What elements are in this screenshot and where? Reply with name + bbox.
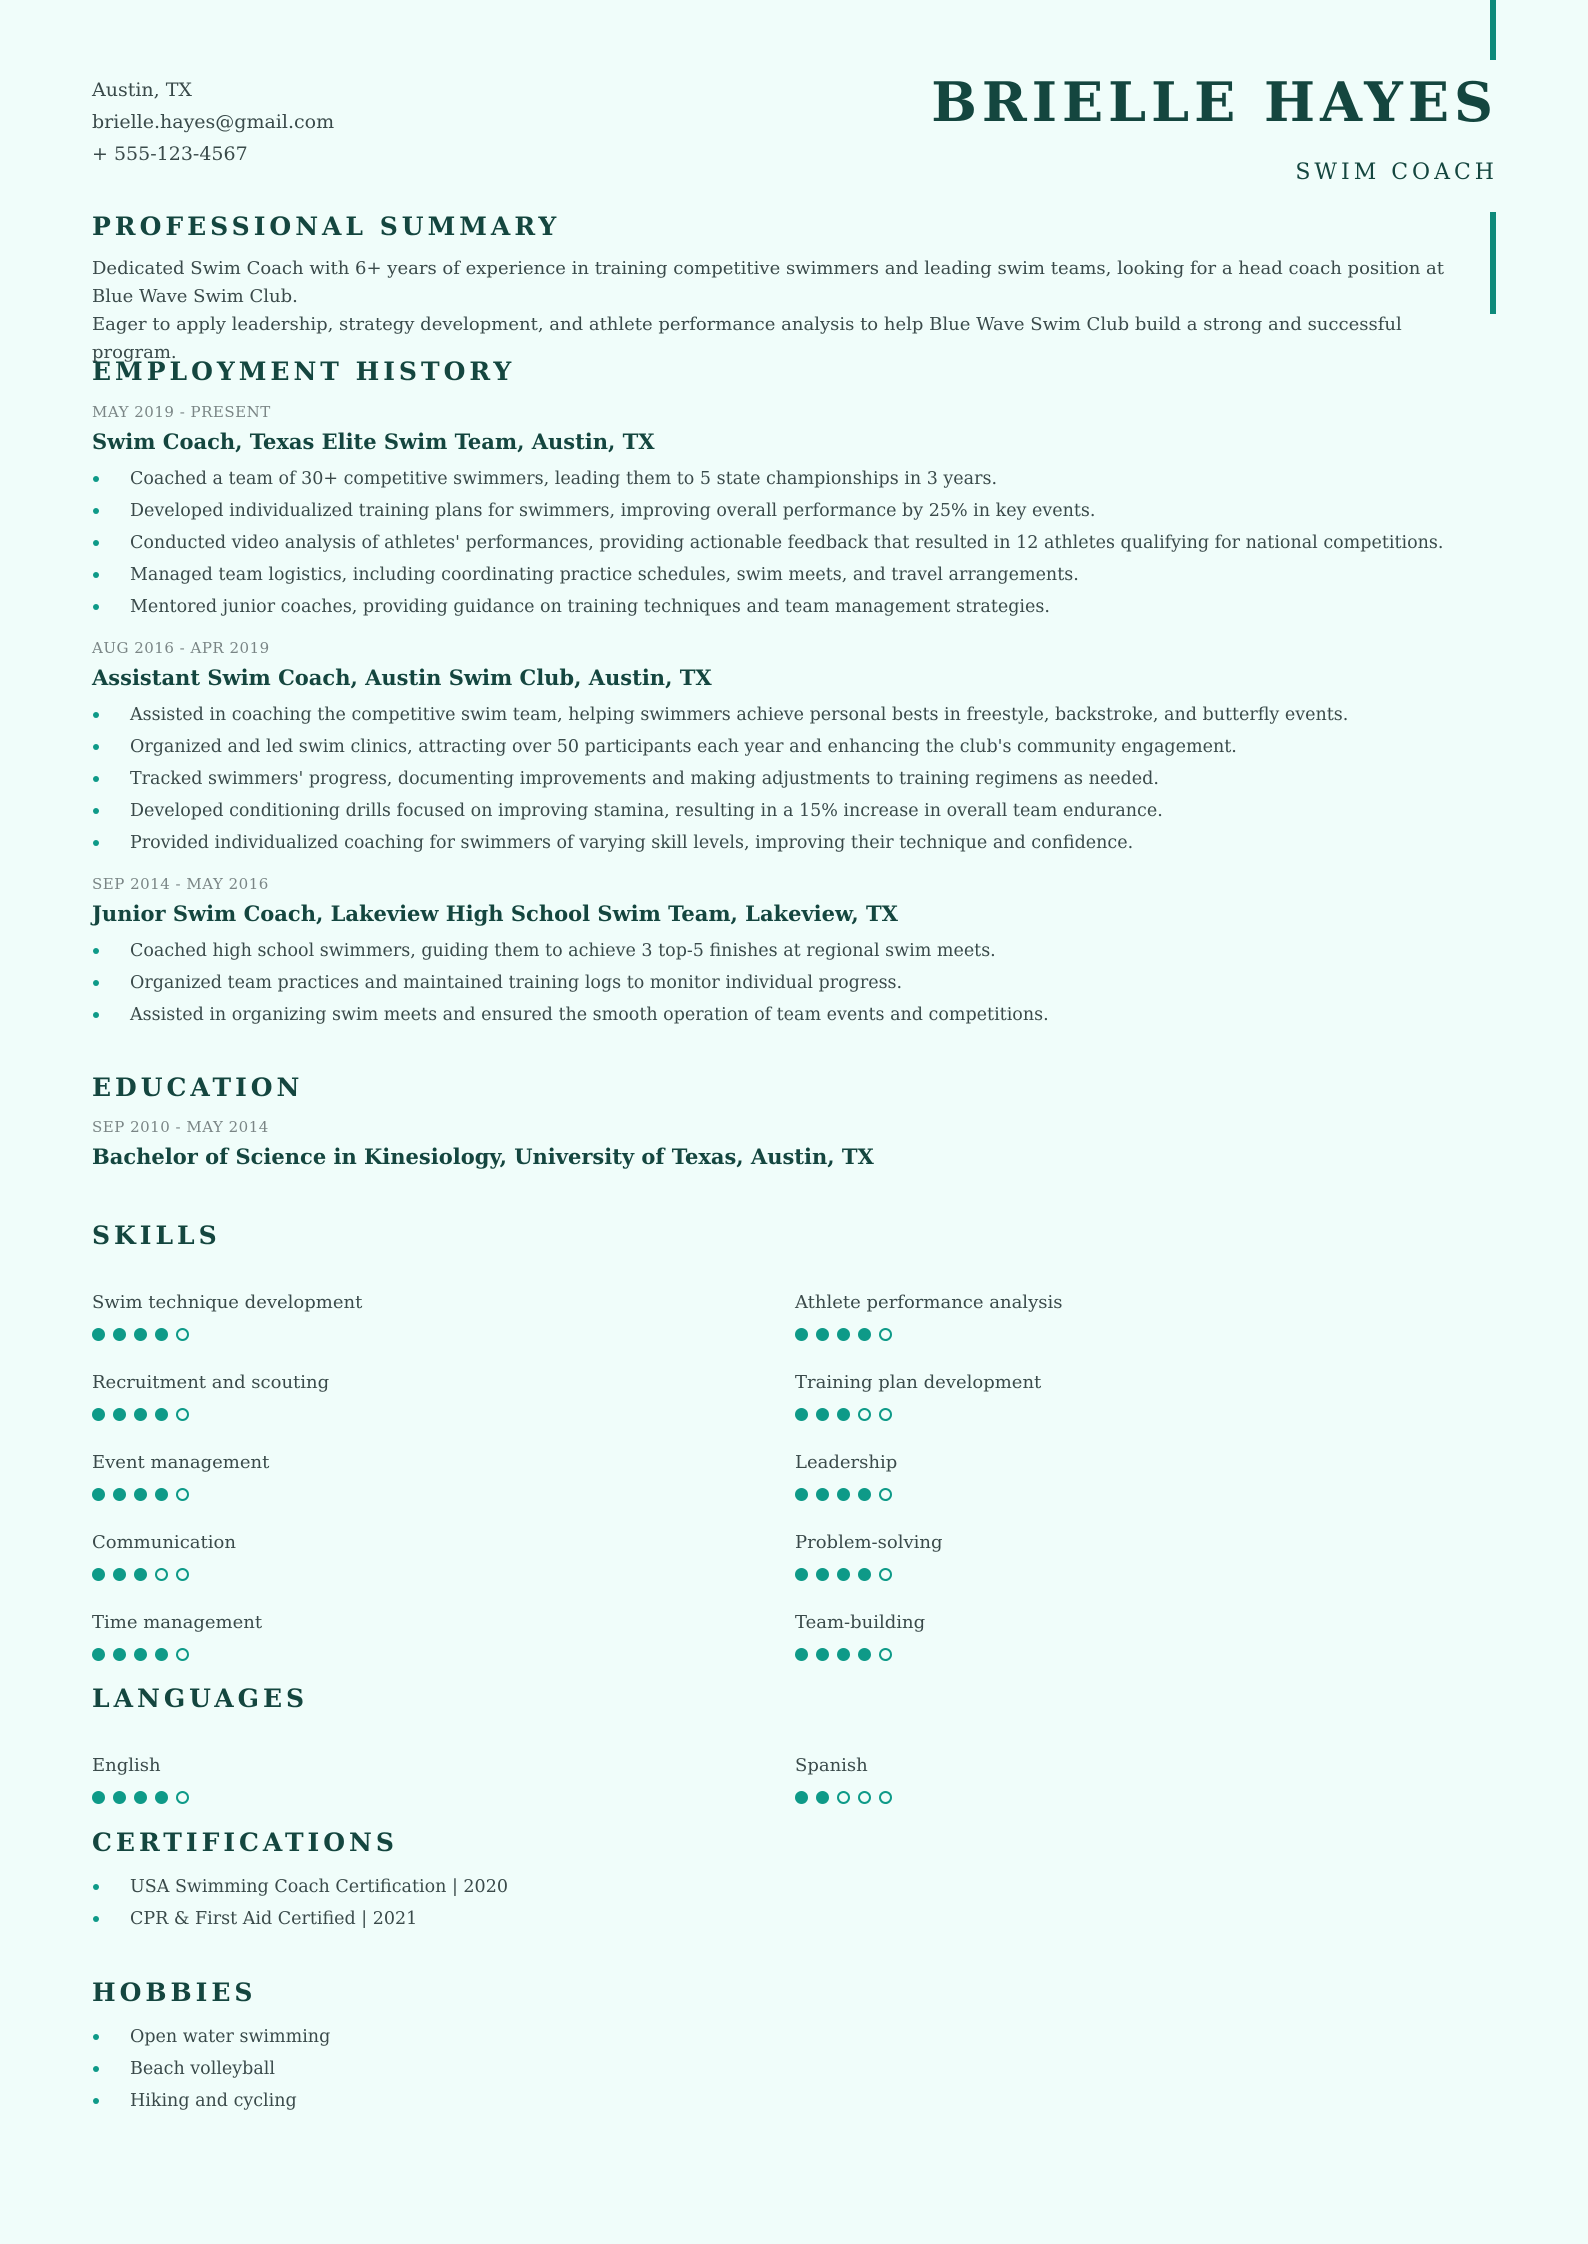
rating-dot-filled	[155, 1648, 168, 1661]
skill-name: Training plan development	[795, 1372, 1042, 1393]
rating-dot-filled	[134, 1648, 147, 1661]
rating-dot-filled	[92, 1568, 105, 1581]
job-title: Junior Swim Coach, Lakeview High School Swim Team, Lakeview, TX	[92, 901, 898, 926]
languages-section	[92, 1684, 1498, 1776]
skill-rating	[795, 1488, 1395, 1501]
job-date: AUG 2016 - APR 2019	[92, 639, 270, 657]
language-name: English	[92, 1755, 161, 1776]
rating-dot-filled	[92, 1648, 105, 1661]
skill-name: Team-building	[795, 1612, 926, 1633]
rating-dot-filled	[113, 1408, 126, 1421]
hobbies-heading: HOBBIES	[92, 1978, 257, 2007]
skill-item	[92, 1612, 692, 1661]
candidate-role: SWIM COACH	[1295, 160, 1498, 185]
rating-dot-filled	[92, 1408, 105, 1421]
skill-rating	[92, 1648, 692, 1661]
education-date: SEP 2010 - MAY 2014	[92, 1118, 269, 1136]
rating-dot-filled	[92, 1328, 105, 1341]
skill-name: Problem-solving	[795, 1532, 943, 1553]
skill-item	[92, 1532, 692, 1581]
skill-rating	[92, 1568, 692, 1581]
list-item: Developed conditioning drills focused on improving stamina, resulting in a 15% increase in overall team endurance.	[92, 795, 1348, 827]
list-item: Open water swimming	[92, 2021, 1498, 2053]
summary-line: Eager to apply leadership, strategy development, and athlete performance analysis to help Blue Wave Swim Club build a strong and successful program.	[92, 314, 1402, 363]
rating-dot-filled	[858, 1488, 871, 1501]
summary-line: Dedicated Swim Coach with 6+ years of experience in training competitive swimmers and leading swim teams, looking for a head coach position at Blue Wave Swim Club.	[92, 258, 1445, 307]
rating-dot-filled	[816, 1408, 829, 1421]
list-item: Mentored junior coaches, providing guidance on training techniques and team management strategies.	[92, 591, 1443, 623]
list-item: Organized team practices and maintained training logs to monitor individual progress.	[92, 967, 1049, 999]
job-date: SEP 2014 - MAY 2016	[92, 875, 269, 893]
list-item: Managed team logistics, including coordinating practice schedules, swim meets, and travel arrangements.	[92, 559, 1443, 591]
rating-dot-filled	[113, 1568, 126, 1581]
education-heading: EDUCATION	[92, 1073, 304, 1102]
rating-dot-filled	[837, 1488, 850, 1501]
list-item: Assisted in coaching the competitive swim team, helping swimmers achieve personal bests in freestyle, backstroke, and butterfly events.	[92, 699, 1348, 731]
rating-dot-filled	[134, 1408, 147, 1421]
job-entry	[92, 403, 1443, 623]
skill-name: Leadership	[795, 1452, 898, 1473]
skill-rating	[795, 1568, 1395, 1581]
certifications-section	[92, 1828, 1498, 1935]
language-rating	[92, 1791, 692, 1804]
rating-dot-filled	[837, 1568, 850, 1581]
list-item: Developed individualized training plans for swimmers, improving overall performance by 25% in key events.	[92, 495, 1443, 527]
rating-dot-filled	[816, 1488, 829, 1501]
rating-dot-empty	[176, 1488, 189, 1501]
rating-dot-empty	[879, 1488, 892, 1501]
rating-dot-filled	[92, 1488, 105, 1501]
skill-item	[92, 1452, 692, 1501]
languages-heading: LANGUAGES	[92, 1684, 309, 1713]
rating-dot-filled	[134, 1791, 147, 1804]
rating-dot-empty	[858, 1408, 871, 1421]
rating-dot-filled	[858, 1648, 871, 1661]
language-name: Spanish	[795, 1755, 868, 1776]
list-item: CPR & First Aid Certified | 2021	[92, 1903, 1498, 1935]
job-entry	[92, 875, 1049, 1031]
skill-item	[795, 1372, 1395, 1421]
rating-dot-filled	[92, 1791, 105, 1804]
list-item: Coached a team of 30+ competitive swimmers, leading them to 5 state championships in 3 years.	[92, 463, 1443, 495]
list-item: Assisted in organizing swim meets and ensured the smooth operation of team events and competitions.	[92, 999, 1049, 1031]
rating-dot-filled	[858, 1328, 871, 1341]
list-item: Organized and led swim clinics, attracting over 50 participants each year and enhancing the club's community engagement.	[92, 731, 1348, 763]
skill-name: Event management	[92, 1452, 270, 1473]
rating-dot-empty	[176, 1648, 189, 1661]
rating-dot-empty	[176, 1328, 189, 1341]
job-entry	[92, 639, 1348, 859]
rating-dot-empty	[879, 1791, 892, 1804]
skill-item	[795, 1532, 1395, 1581]
rating-dot-filled	[837, 1408, 850, 1421]
skill-item	[92, 1372, 692, 1421]
rating-dot-filled	[113, 1328, 126, 1341]
rating-dot-filled	[816, 1648, 829, 1661]
skill-rating	[795, 1408, 1395, 1421]
rating-dot-empty	[837, 1791, 850, 1804]
skill-item	[795, 1452, 1395, 1501]
skill-name: Swim technique development	[92, 1292, 363, 1313]
skill-name: Recruitment and scouting	[92, 1372, 330, 1393]
list-item: Conducted video analysis of athletes' performances, providing actionable feedback that resulted in 12 athletes qualifying for national competitions.	[92, 527, 1443, 559]
skill-name: Time management	[92, 1612, 263, 1633]
skill-rating	[92, 1328, 692, 1341]
rating-dot-filled	[113, 1488, 126, 1501]
language-item	[92, 1755, 692, 1804]
language-rating	[795, 1791, 1395, 1804]
rating-dot-filled	[816, 1791, 829, 1804]
hobbies-section	[92, 1978, 1498, 2117]
rating-dot-filled	[134, 1328, 147, 1341]
rating-dot-filled	[155, 1328, 168, 1341]
hobbies-list	[92, 2021, 1498, 2117]
rating-dot-empty	[879, 1408, 892, 1421]
rating-dot-empty	[879, 1328, 892, 1341]
language-item	[795, 1755, 1395, 1804]
contact-email[interactable]: brielle.hayes@gmail.com	[92, 111, 335, 133]
skill-name: Communication	[92, 1532, 236, 1553]
summary-text	[92, 255, 1452, 367]
contact-info	[92, 74, 334, 170]
contact-phone[interactable]: + 555-123-4567	[92, 143, 248, 165]
resume-page	[92, 0, 1498, 2111]
skill-rating	[92, 1408, 692, 1421]
employment-section	[92, 357, 1498, 1025]
rating-dot-filled	[795, 1408, 808, 1421]
summary-section	[92, 212, 1498, 367]
rating-dot-filled	[155, 1791, 168, 1804]
rating-dot-empty	[176, 1408, 189, 1421]
certifications-list	[92, 1871, 1498, 1935]
rating-dot-filled	[795, 1568, 808, 1581]
rating-dot-filled	[816, 1568, 829, 1581]
rating-dot-filled	[155, 1488, 168, 1501]
contact-location: Austin, TX	[92, 79, 192, 101]
skills-heading: SKILLS	[92, 1221, 221, 1250]
employment-heading: EMPLOYMENT HISTORY	[92, 357, 516, 386]
job-title: Assistant Swim Coach, Austin Swim Club, Austin, TX	[92, 665, 712, 690]
rating-dot-empty	[176, 1791, 189, 1804]
rating-dot-filled	[113, 1648, 126, 1661]
list-item: Beach volleyball	[92, 2053, 1498, 2085]
rating-dot-filled	[795, 1791, 808, 1804]
rating-dot-filled	[837, 1328, 850, 1341]
rating-dot-filled	[113, 1791, 126, 1804]
rating-dot-empty	[879, 1568, 892, 1581]
summary-heading: PROFESSIONAL SUMMARY	[92, 212, 561, 241]
skill-rating	[795, 1328, 1395, 1341]
skills-section	[92, 1221, 1498, 1633]
rating-dot-filled	[795, 1488, 808, 1501]
skill-name: Athlete performance analysis	[795, 1292, 1063, 1313]
rating-dot-empty	[155, 1568, 168, 1581]
rating-dot-filled	[837, 1648, 850, 1661]
skill-rating	[795, 1648, 1395, 1661]
rating-dot-filled	[155, 1408, 168, 1421]
list-item: Coached high school swimmers, guiding them to achieve 3 top-5 finishes at regional swim meets.	[92, 935, 1049, 967]
skill-item	[795, 1612, 1395, 1661]
skill-item	[92, 1292, 692, 1341]
list-item: Provided individualized coaching for swimmers of varying skill levels, improving their technique and confidence.	[92, 827, 1348, 859]
rating-dot-filled	[858, 1568, 871, 1581]
job-bullets	[92, 935, 1049, 1031]
rating-dot-filled	[816, 1328, 829, 1341]
rating-dot-filled	[134, 1568, 147, 1581]
job-title: Swim Coach, Texas Elite Swim Team, Austin, TX	[92, 429, 655, 454]
education-section	[92, 1073, 1498, 1174]
rating-dot-empty	[858, 1791, 871, 1804]
education-degree: Bachelor of Science in Kinesiology, University of Texas, Austin, TX	[92, 1144, 874, 1169]
rating-dot-empty	[176, 1568, 189, 1581]
rating-dot-empty	[879, 1648, 892, 1661]
candidate-name: BRIELLE HAYES	[931, 70, 1498, 134]
rating-dot-filled	[795, 1648, 808, 1661]
list-item: Tracked swimmers' progress, documenting improvements and making adjustments to training regimens as needed.	[92, 763, 1348, 795]
certifications-heading: CERTIFICATIONS	[92, 1828, 398, 1857]
job-date: MAY 2019 - PRESENT	[92, 403, 271, 421]
skill-rating	[92, 1488, 692, 1501]
education-entry	[92, 1118, 1498, 1174]
list-item: USA Swimming Coach Certification | 2020	[92, 1871, 1498, 1903]
job-bullets	[92, 463, 1443, 623]
rating-dot-filled	[134, 1488, 147, 1501]
list-item: Hiking and cycling	[92, 2085, 1498, 2117]
skill-item	[795, 1292, 1395, 1341]
job-bullets	[92, 699, 1348, 859]
resume-header	[92, 0, 1498, 200]
rating-dot-filled	[795, 1328, 808, 1341]
